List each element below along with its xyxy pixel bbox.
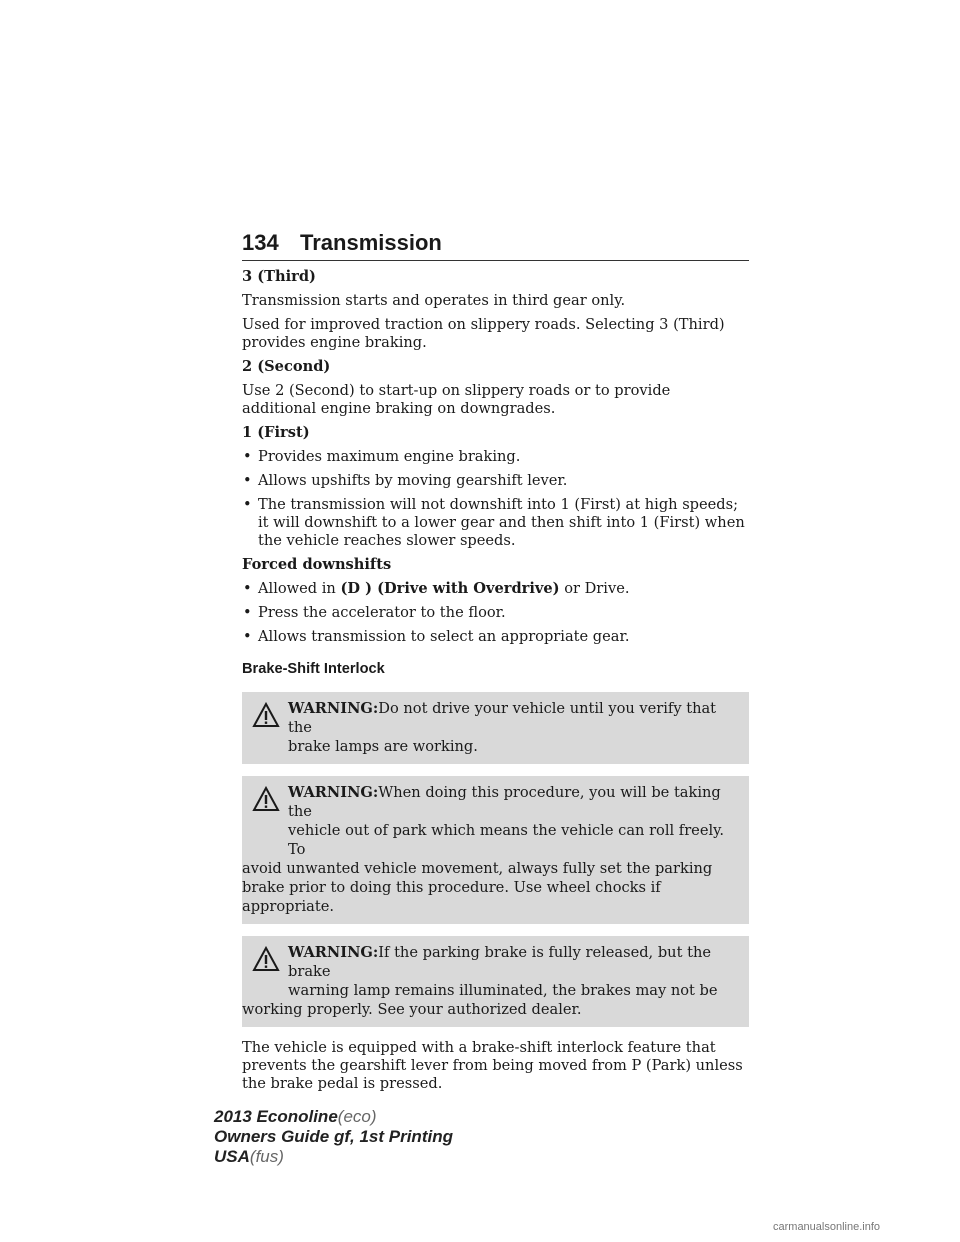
third-p2: Used for improved traction on slippery roads. Selecting 3 (Third) provides engine braking.: [242, 316, 725, 351]
first-bullets: [242, 448, 749, 550]
page-content: [242, 268, 749, 1099]
warning-box: WARNING:If the parking brake is fully released, but the brake warning lamp remains illuminated, the brakes may not be working properly. See your authorized dealer.: [242, 936, 749, 1027]
list-item: • Allows transmission to select an appropriate gear.: [243, 628, 630, 645]
page-number: 134: [242, 230, 279, 255]
second-heading: 2 (Second): [242, 358, 331, 375]
warning-label: WARNING:: [288, 784, 379, 801]
interlock-heading: Brake-Shift Interlock: [242, 661, 385, 677]
warning-box: WARNING:Do not drive your vehicle until you verify that the brake lamps are working.: [242, 692, 749, 764]
bullet-icon: •: [243, 628, 252, 645]
interlock-body: The vehicle is equipped with a brake-shift interlock feature that prevents the gearshift lever from being moved from P (Park) unless the brake pedal is pressed.: [242, 1039, 743, 1092]
forced-heading: Forced downshifts: [242, 556, 392, 573]
list-item: • Provides maximum engine braking.: [243, 448, 521, 465]
second-p1: Use 2 (Second) to start-up on slippery roads or to provide additional engine braking on downgrades.: [242, 382, 671, 417]
watermark: carmanualsonline.info: [773, 1221, 881, 1233]
first-heading: 1 (First): [242, 424, 310, 441]
third-p1: Transmission starts and operates in third gear only.: [242, 292, 626, 309]
bullet-icon: •: [243, 604, 252, 621]
third-heading: 3 (Third): [242, 268, 316, 285]
section-title: Transmission: [300, 230, 442, 255]
list-item: • Allows upshifts by moving gearshift lever.: [243, 472, 568, 489]
list-item: • Press the accelerator to the floor.: [243, 604, 506, 621]
warning-triangle-icon: [252, 786, 280, 812]
bullet-icon: •: [243, 580, 252, 597]
bullet-icon: •: [243, 472, 252, 489]
document-footer: 2013 Econoline(eco) Owners Guide gf, 1st Printing USA(fus): [214, 1107, 453, 1166]
warning-box: WARNING:When doing this procedure, you will be taking the vehicle out of park which means the vehicle can roll freely. To avoid unwanted vehicle movement, always fully set the parking brake prior to doing this procedure. Use wheel chocks if appropriate.: [242, 776, 749, 924]
warning-triangle-icon: [252, 946, 280, 972]
page-header: [242, 230, 749, 261]
warning-triangle-icon: [252, 702, 280, 728]
forced-bullets: [242, 580, 749, 646]
warning-label: WARNING:: [288, 944, 379, 961]
bullet-icon: •: [243, 448, 252, 465]
warning-label: WARNING:: [288, 700, 379, 717]
list-item: • The transmission will not downshift into 1 (First) at high speeds; it will downshift to a lower gear and then shift into 1 (First) when the vehicle reaches slower speeds.: [243, 496, 745, 549]
bullet-icon: •: [243, 496, 252, 513]
list-item: • Allowed in (D ) (Drive with Overdrive) or Drive.: [243, 580, 630, 597]
